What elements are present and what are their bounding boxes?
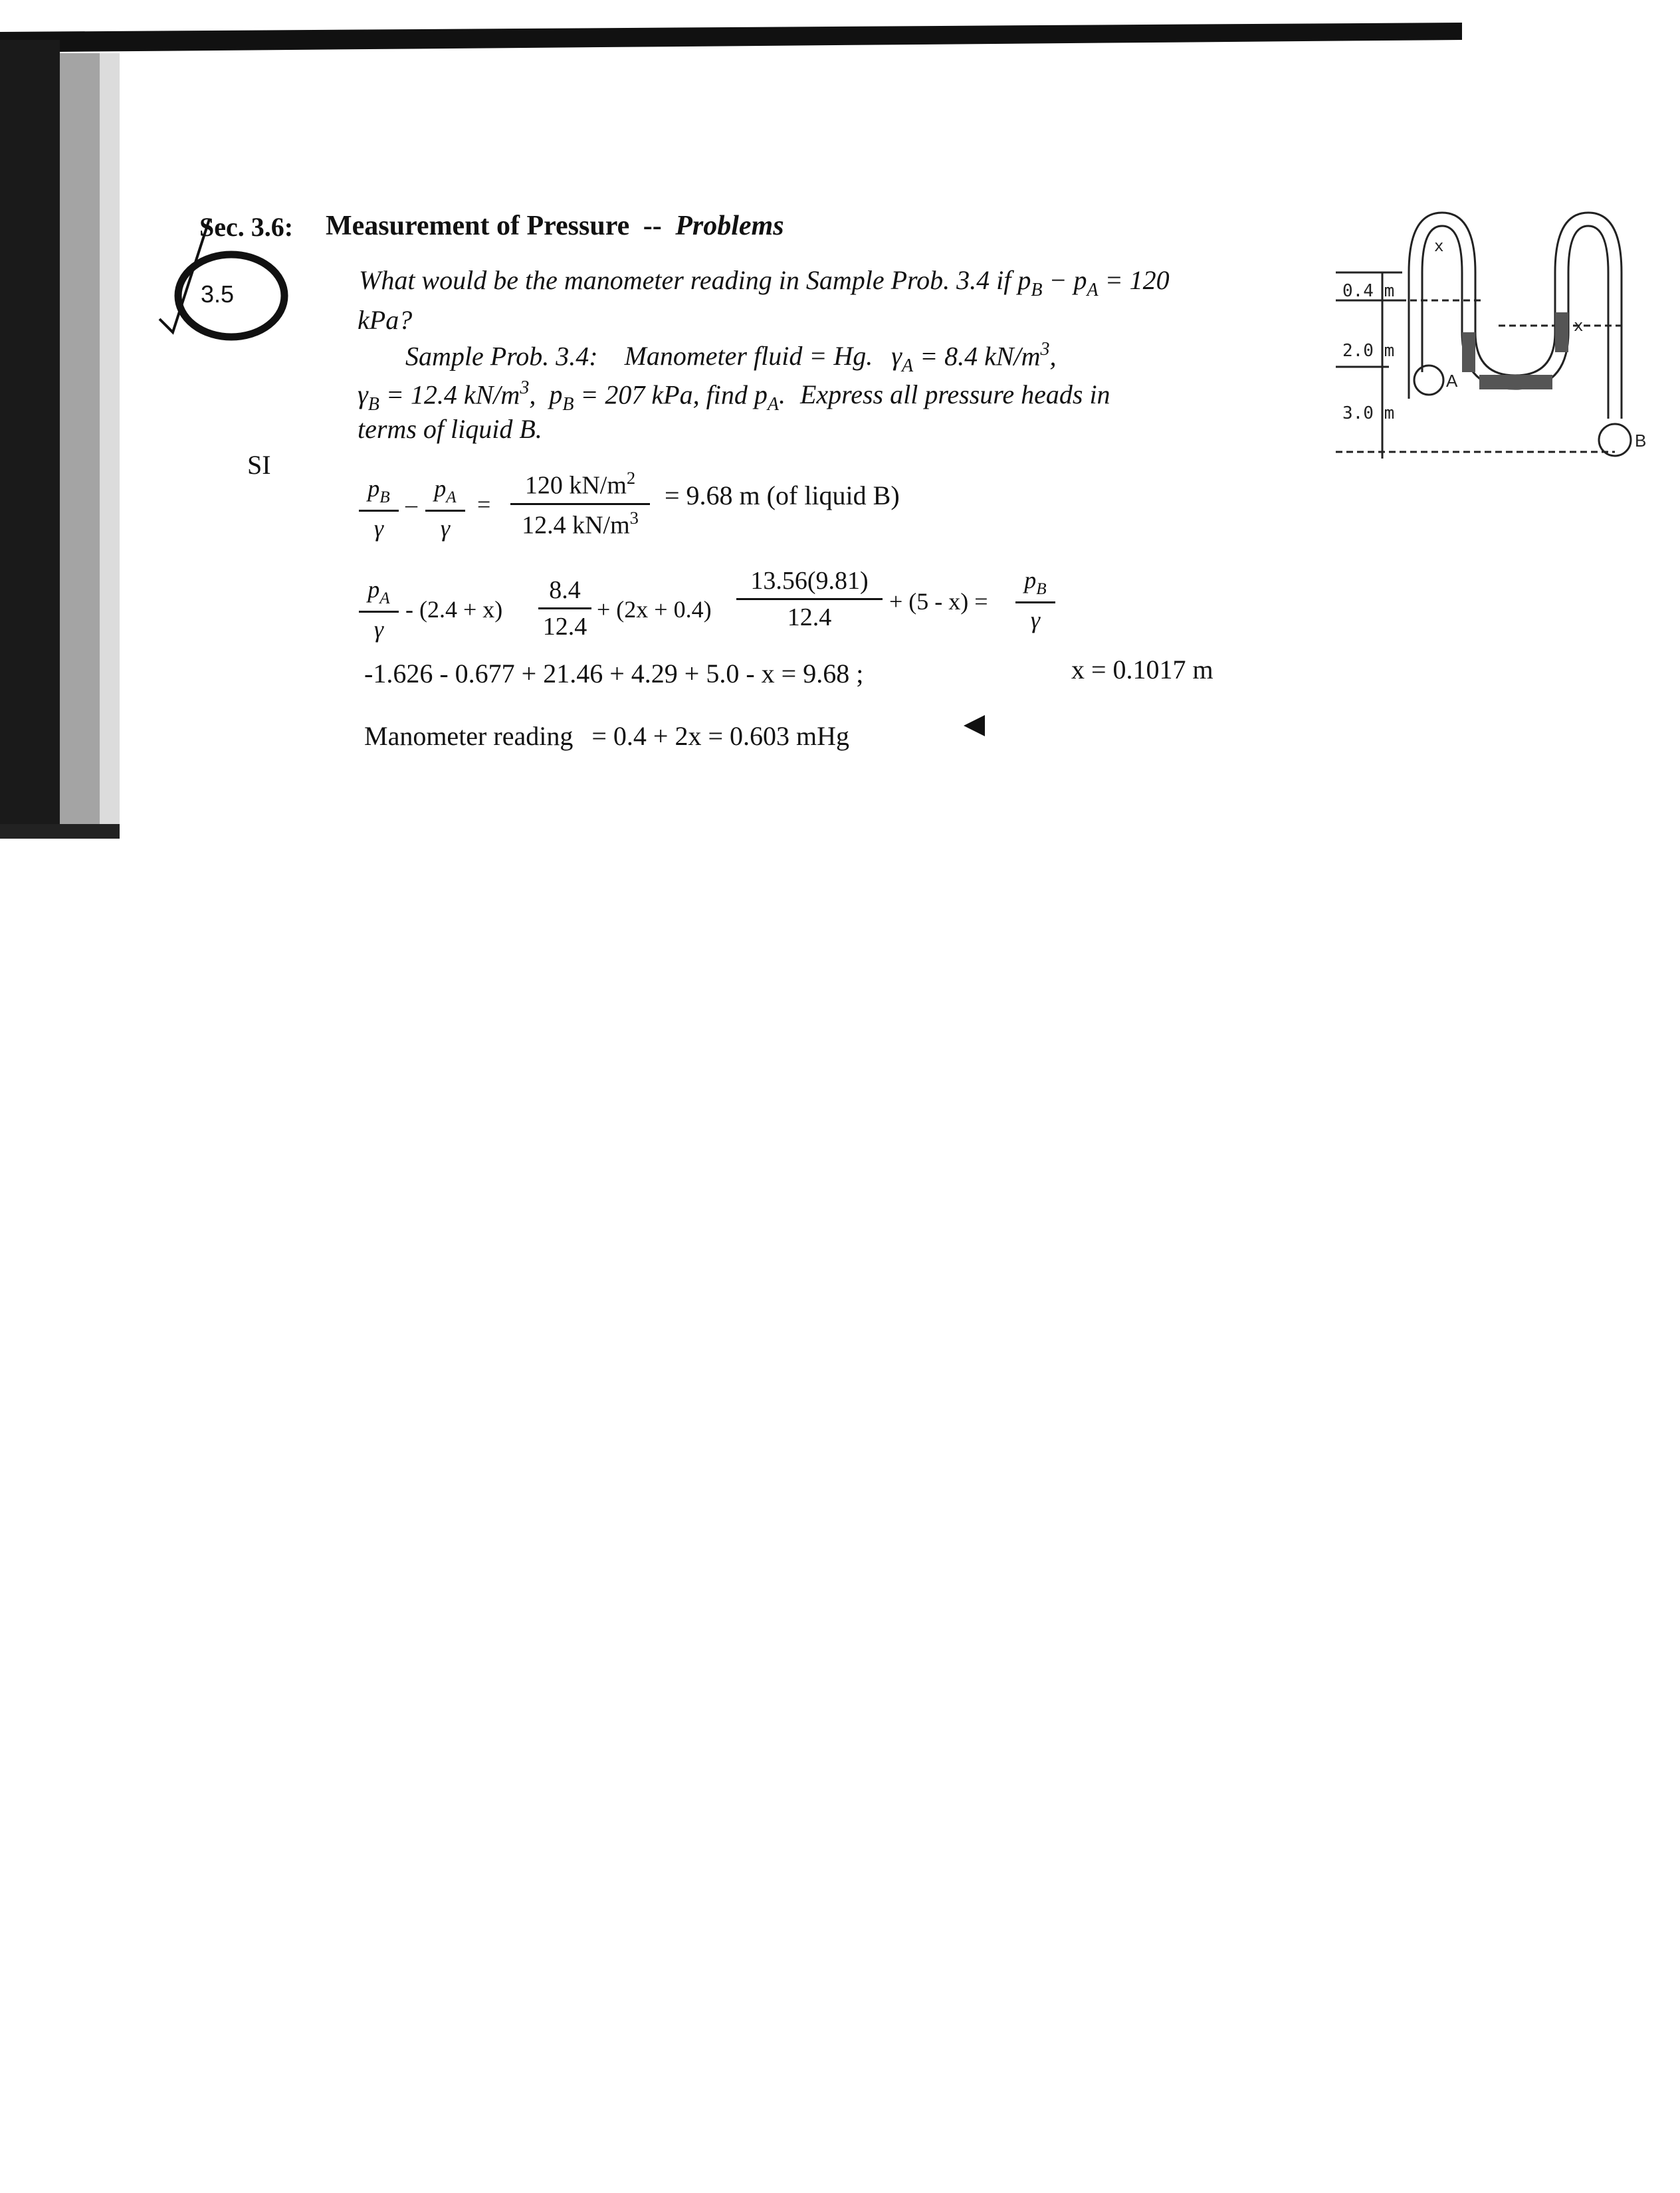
eq1-numerator: 120 kN/m [524,471,627,500]
eq2-f1-numerator: 8.4 [549,576,581,604]
eq2-f1-denominator: 12.4 [542,613,587,641]
section-title: Measurement of Pressure [326,211,630,241]
eq2-term-c: + (5 - x) = [889,588,988,615]
eq1-fraction: 120 $kN/m^2$ 12.4 $kN/m^3$ [510,468,650,540]
eq2-f2-numerator: 13.56(9.81) [750,567,869,595]
dim-label-1: 2.0 m [1342,341,1395,361]
eq2-term-b: + (2x + 0.4) [597,596,712,623]
pb-value: = 207 kPa, find [580,379,748,410]
section-separator: -- [643,211,662,241]
problem-number: 3.5 [201,280,235,308]
section-subtitle: Problems [675,211,784,241]
point-b-label: B [1635,431,1647,451]
problem-question-line2: kPa? [358,305,413,335]
pressure-diff-symbol: $p_B - p_A$ [1017,265,1099,300]
problem-question-line1 [359,264,1170,301]
eq3-result: x = 0.1017 m [1071,655,1213,684]
dim-label-2: 3.0 m [1342,403,1395,423]
pa-symbol: $p_A$. [754,379,786,415]
eq1-denominator: 12.4 kN/m [522,511,630,540]
point-a-label: A [1446,371,1458,391]
reading-label: Manometer reading [364,721,574,751]
eq1-equals: = [477,491,491,518]
reference-terms: terms of liquid B. [358,414,542,444]
eq2-pb-over-gamma: $p_B$ γ [1015,566,1055,634]
eq1-pa-over-gamma: $p_A$ γ [425,474,465,542]
eq1-pb-over-gamma: $p_B$ γ [359,474,399,542]
section-label: Sec. 3.6: [199,212,294,242]
reference-label: Sample Prob. 3.4: [405,341,598,371]
reading-expression: = 0.4 + 2x = 0.603 mHg [591,721,850,751]
eq2-fraction-1 [538,575,591,641]
gamma-b-symbol: $\gamma_B$ [358,379,379,415]
reference-express: Express all pressure heads in [799,379,1110,410]
eq2-term-a: - (2.4 + x) [405,596,503,623]
eq2-pa-over-gamma: $p_A$ γ [359,575,399,643]
manometer-diagram [1322,199,1655,465]
x-label-left: x [1434,237,1444,255]
units-label: SI [247,450,271,480]
gamma-a-symbol: $\gamma_A$ [891,341,914,377]
pb-symbol: $p_B$ [549,379,574,415]
eq2-f2-denominator: 12.4 [787,603,832,631]
dim-label-0: 0.4 m [1342,281,1395,301]
answer-arrow-icon [962,714,989,738]
question-value: = 120 [1104,265,1170,295]
reference-line2: $\gamma_B = 12.4$ $kN/m^3$, $p_B = 207$ kPa, find $p_A$. Express all pressure heads in [358,377,1110,415]
eq1-result: = 9.68 m (of liquid B) [665,480,900,510]
x-label-right: x [1574,316,1584,335]
reference-line1: Sample Prob. 3.4: Manometer fluid = Hg. $\gamma_A = 8.4$ $kN/m^3$, [405,339,1057,377]
eq2-fraction-2 [736,566,883,632]
gamma-a-value: = 8.4 kN/m [920,341,1041,371]
gamma-b-value: = 12.4 kN/m [385,379,520,410]
eq3-expression: -1.626 - 0.677 + 21.46 + 4.29 + 5.0 - x = 9.68 ; [364,659,864,688]
reference-fluid: Manometer fluid = Hg. [624,341,873,371]
eq1-minus: – [405,491,417,518]
question-text: What would be the manometer reading in Sample Prob. 3.4 if [359,265,1011,295]
manometer-reading [364,720,849,752]
